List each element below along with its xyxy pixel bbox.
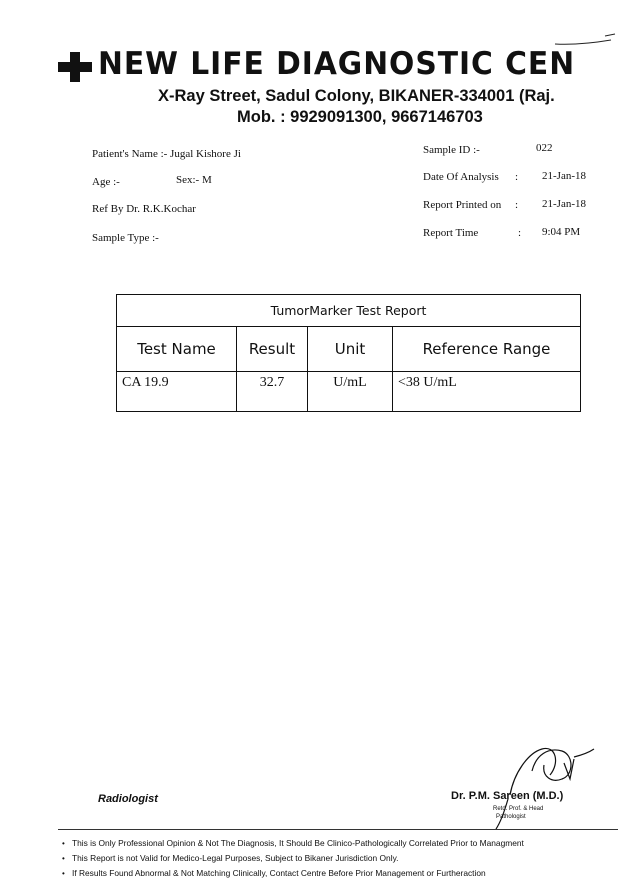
bullet-icon: • (62, 869, 65, 878)
sample-id-value: 022 (536, 142, 553, 154)
col-result: Result (237, 327, 308, 372)
report-table-caption: TumorMarker Test Report (117, 295, 581, 327)
patient-name: Patient's Name :- Jugal Kishore Ji (92, 148, 241, 160)
date-of-analysis-value: 21-Jan-18 (542, 170, 586, 182)
bullet-icon: • (62, 839, 65, 848)
lab-mobile: Mob. : 9929091300, 9667146703 (237, 108, 483, 126)
report-printed-label: Report Printed on (423, 199, 502, 211)
referred-by: Ref By Dr. R.K.Kochar (92, 203, 196, 215)
col-test-name: Test Name (117, 327, 237, 372)
report-printed-value: 21-Jan-18 (542, 198, 586, 210)
pathologist-name: Dr. P.M. Sareen (M.D.) (451, 790, 564, 802)
cell-test-name: CA 19.9 (117, 372, 237, 412)
report-table (116, 294, 581, 412)
col-unit: Unit (308, 327, 393, 372)
footer-note-2 (62, 853, 398, 863)
table-row (117, 372, 581, 412)
bullet-icon: • (62, 854, 65, 863)
qualification-line-2: Pathologist (496, 814, 526, 820)
pen-mark (553, 30, 623, 54)
colon-2: : (515, 199, 519, 211)
cross-logo-icon (58, 52, 92, 82)
cell-reference-range: <38 U/mL (393, 372, 581, 412)
colon-1: : (515, 171, 519, 183)
cell-unit: U/mL (308, 372, 393, 412)
sample-id-label: Sample ID :- (423, 144, 480, 156)
lab-name: NEW LIFE DIAGNOSTIC CEN (98, 46, 576, 82)
lab-address: X-Ray Street, Sadul Colony, BIKANER-334001 (Raj. (158, 87, 555, 105)
footer-divider (58, 829, 618, 830)
pathologist-qualification (490, 805, 543, 821)
qualification-line-1: Retd. Prof. & Head (493, 806, 544, 812)
sample-type: Sample Type :- (92, 232, 159, 244)
footer-note-text: This is Only Professional Opinion & Not The Diagnosis, It Should Be Clinico-Pathologically Correlated Prior to Managment (72, 838, 524, 848)
footer-note-text: If Results Found Abnormal & Not Matching Clinically, Contact Centre Before Prior Management or Furtheraction (72, 868, 486, 878)
cell-result: 32.7 (237, 372, 308, 412)
footer-note-1 (62, 838, 524, 848)
date-of-analysis-label: Date Of Analysis (423, 171, 499, 183)
footer-note-text: This Report is not Valid for Medico-Legal Purposes, Subject to Bikaner Jurisdiction Only. (72, 853, 399, 863)
col-reference-range: Reference Range (393, 327, 581, 372)
radiologist-label: Radiologist (98, 793, 158, 805)
patient-age: Age :- (92, 176, 120, 188)
colon-3: : (518, 227, 522, 239)
report-time-value: 9:04 PM (542, 226, 581, 238)
report-time-label: Report Time (423, 227, 479, 239)
patient-sex: Sex:- M (176, 174, 212, 186)
